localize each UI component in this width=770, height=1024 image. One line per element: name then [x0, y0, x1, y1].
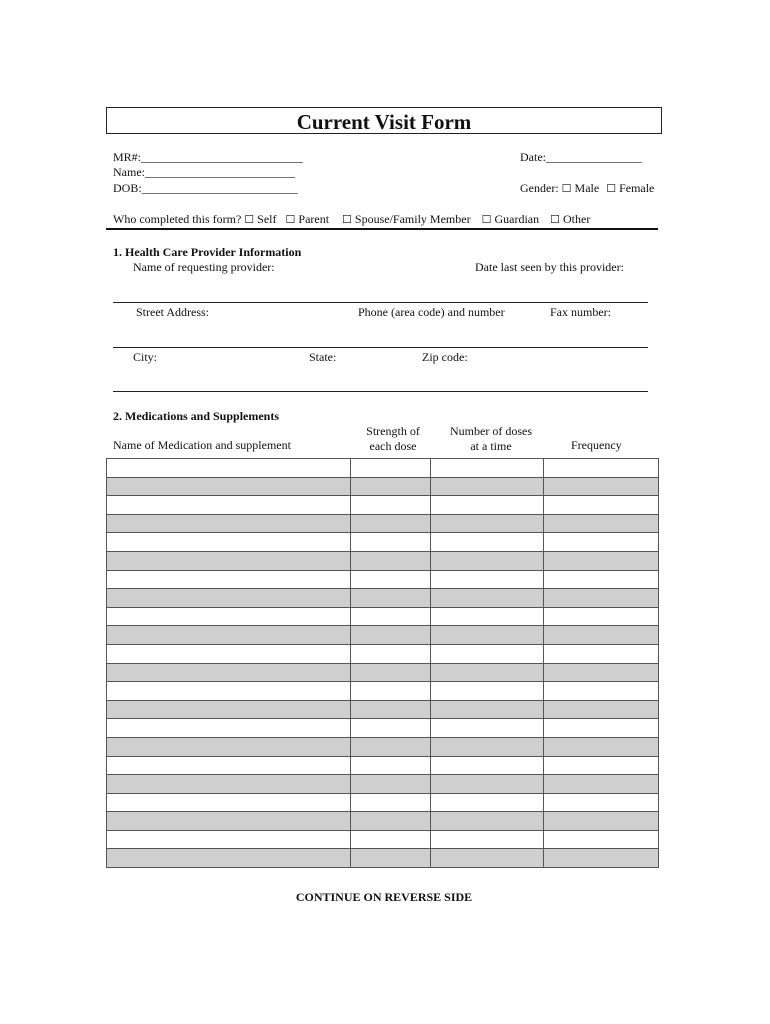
gender-option-male: Male	[574, 181, 600, 195]
doses-cell[interactable]	[431, 551, 544, 570]
doses-cell[interactable]	[431, 533, 544, 552]
checkbox-icon[interactable]: ☐	[606, 183, 617, 195]
medication-cell[interactable]	[107, 644, 351, 663]
medication-cell[interactable]	[107, 533, 351, 552]
doses-cell[interactable]	[431, 737, 544, 756]
strength-cell[interactable]	[351, 459, 431, 478]
medication-cell[interactable]	[107, 700, 351, 719]
doses-cell[interactable]	[431, 607, 544, 626]
table-row	[107, 849, 659, 868]
doses-cell[interactable]	[431, 496, 544, 515]
doses-cell[interactable]	[431, 589, 544, 608]
strength-cell[interactable]	[351, 775, 431, 794]
table-row	[107, 496, 659, 515]
table-row	[107, 459, 659, 478]
frequency-cell[interactable]	[544, 459, 659, 478]
strength-cell[interactable]	[351, 551, 431, 570]
strength-cell[interactable]	[351, 514, 431, 533]
medication-cell[interactable]	[107, 551, 351, 570]
medication-cell[interactable]	[107, 607, 351, 626]
table-row	[107, 793, 659, 812]
dob-field[interactable]: DOB:__________________________	[113, 181, 298, 195]
checkbox-icon[interactable]: ☐	[561, 183, 572, 195]
gender-group	[520, 181, 654, 196]
table-row	[107, 477, 659, 496]
frequency-cell[interactable]	[544, 775, 659, 794]
who-option-guardian: Guardian	[494, 212, 540, 226]
table-row	[107, 682, 659, 701]
frequency-cell[interactable]	[544, 849, 659, 868]
frequency-cell[interactable]	[544, 533, 659, 552]
medication-cell[interactable]	[107, 737, 351, 756]
frequency-cell[interactable]	[544, 812, 659, 831]
col-header-doses: Number of doses at a time	[450, 424, 532, 453]
provider-line[interactable]	[113, 302, 648, 303]
medication-cell[interactable]	[107, 775, 351, 794]
frequency-cell[interactable]	[544, 700, 659, 719]
phone-label: Phone (area code) and number	[358, 305, 505, 319]
who-option-other: Other	[563, 212, 591, 226]
strength-cell[interactable]	[351, 644, 431, 663]
doses-cell[interactable]	[431, 514, 544, 533]
strength-cell[interactable]	[351, 663, 431, 682]
medication-cell[interactable]	[107, 589, 351, 608]
frequency-cell[interactable]	[544, 607, 659, 626]
gender-label: Gender:	[520, 181, 559, 195]
table-row	[107, 514, 659, 533]
doses-cell[interactable]	[431, 719, 544, 738]
strength-cell[interactable]	[351, 589, 431, 608]
frequency-cell[interactable]	[544, 477, 659, 496]
medication-cell[interactable]	[107, 719, 351, 738]
frequency-cell[interactable]	[544, 793, 659, 812]
medication-cell[interactable]	[107, 812, 351, 831]
checkbox-icon[interactable]: ☐	[342, 214, 352, 226]
street-address-label: Street Address:	[136, 305, 209, 319]
gender-option-female: Female	[619, 181, 655, 195]
table-row	[107, 589, 659, 608]
table-row	[107, 775, 659, 794]
who-option-spouse: Spouse/Family Member	[354, 212, 471, 226]
frequency-cell[interactable]	[544, 570, 659, 589]
patient-name-field[interactable]: Name:_________________________	[113, 165, 295, 179]
city-label: City:	[133, 350, 158, 364]
strength-cell[interactable]	[351, 756, 431, 775]
frequency-cell[interactable]	[544, 737, 659, 756]
checkbox-icon[interactable]: ☐	[481, 214, 492, 226]
doses-cell[interactable]	[431, 700, 544, 719]
medication-cell[interactable]	[107, 682, 351, 701]
strength-cell[interactable]	[351, 737, 431, 756]
medication-cell[interactable]	[107, 514, 351, 533]
doses-cell[interactable]	[431, 793, 544, 812]
mr-number-field[interactable]: MR#:___________________________	[113, 150, 304, 164]
doses-cell[interactable]	[431, 644, 544, 663]
strength-cell[interactable]	[351, 812, 431, 831]
doses-cell[interactable]	[431, 775, 544, 794]
frequency-cell[interactable]	[544, 496, 659, 515]
who-completed-label: Who completed this form?	[113, 212, 242, 226]
strength-cell[interactable]	[351, 830, 431, 849]
medication-cell[interactable]	[107, 496, 351, 515]
table-row	[107, 663, 659, 682]
strength-cell[interactable]	[351, 570, 431, 589]
frequency-cell[interactable]	[544, 830, 659, 849]
checkbox-icon[interactable]: ☐	[550, 214, 560, 226]
address-line[interactable]	[113, 347, 648, 348]
date-last-seen-label: Date last seen by this provider:	[475, 260, 624, 274]
who-option-self: Self	[257, 212, 277, 226]
form-title: Current Visit Form	[296, 110, 472, 134]
section1-heading: 1. Health Care Provider Information	[113, 245, 302, 259]
frequency-cell[interactable]	[544, 756, 659, 775]
frequency-cell[interactable]	[544, 719, 659, 738]
table-row	[107, 607, 659, 626]
who-option-parent: Parent	[298, 212, 330, 226]
table-row	[107, 644, 659, 663]
medication-cell[interactable]	[107, 793, 351, 812]
doses-cell[interactable]	[431, 849, 544, 868]
who-completed-group	[113, 212, 590, 227]
frequency-cell[interactable]	[544, 589, 659, 608]
strength-cell[interactable]	[351, 533, 431, 552]
medications-table	[106, 458, 659, 868]
doses-cell[interactable]	[431, 459, 544, 478]
section2-heading: 2. Medications and Supplements	[113, 409, 280, 423]
zip-code-label: Zip code:	[422, 350, 468, 364]
col-header-frequency: Frequency	[571, 438, 622, 452]
fax-label: Fax number:	[550, 305, 611, 319]
checkbox-icon[interactable]: ☐	[285, 214, 296, 226]
frequency-cell[interactable]	[544, 644, 659, 663]
table-row	[107, 812, 659, 831]
medication-cell[interactable]	[107, 477, 351, 496]
strength-cell[interactable]	[351, 607, 431, 626]
frequency-cell[interactable]	[544, 682, 659, 701]
table-row	[107, 830, 659, 849]
table-row	[107, 570, 659, 589]
doses-cell[interactable]	[431, 830, 544, 849]
strength-cell[interactable]	[351, 496, 431, 515]
table-row	[107, 626, 659, 645]
doses-cell[interactable]	[431, 570, 544, 589]
doses-cell[interactable]	[431, 812, 544, 831]
strength-cell[interactable]	[351, 626, 431, 645]
table-row	[107, 551, 659, 570]
table-row	[107, 533, 659, 552]
medication-cell[interactable]	[107, 756, 351, 775]
strength-cell[interactable]	[351, 682, 431, 701]
table-row	[107, 737, 659, 756]
medication-cell[interactable]	[107, 570, 351, 589]
strength-cell[interactable]	[351, 849, 431, 868]
medication-cell[interactable]	[107, 849, 351, 868]
continue-note: CONTINUE ON REVERSE SIDE	[295, 890, 473, 904]
medication-cell[interactable]	[107, 459, 351, 478]
col-header-strength: Strength of each dose	[366, 424, 420, 453]
section-divider	[106, 228, 658, 230]
medication-cell[interactable]	[107, 626, 351, 645]
doses-cell[interactable]	[431, 626, 544, 645]
doses-cell[interactable]	[431, 756, 544, 775]
strength-cell[interactable]	[351, 477, 431, 496]
doses-cell[interactable]	[431, 682, 544, 701]
city-line[interactable]	[113, 391, 648, 392]
doses-cell[interactable]	[431, 477, 544, 496]
state-label: State:	[309, 350, 337, 364]
table-row	[107, 756, 659, 775]
table-row	[107, 719, 659, 738]
frequency-cell[interactable]	[544, 626, 659, 645]
form-title-box	[106, 107, 662, 134]
medication-cell[interactable]	[107, 663, 351, 682]
strength-cell[interactable]	[351, 793, 431, 812]
provider-name-label: Name of requesting provider:	[133, 260, 275, 274]
doses-cell[interactable]	[431, 663, 544, 682]
strength-cell[interactable]	[351, 700, 431, 719]
medication-cell[interactable]	[107, 830, 351, 849]
frequency-cell[interactable]	[544, 551, 659, 570]
checkbox-icon[interactable]: ☐	[244, 214, 255, 226]
strength-cell[interactable]	[351, 719, 431, 738]
date-field[interactable]: Date:________________	[520, 150, 642, 164]
frequency-cell[interactable]	[544, 514, 659, 533]
table-row	[107, 700, 659, 719]
frequency-cell[interactable]	[544, 663, 659, 682]
col-header-medication: Name of Medication and supplement	[113, 438, 291, 452]
